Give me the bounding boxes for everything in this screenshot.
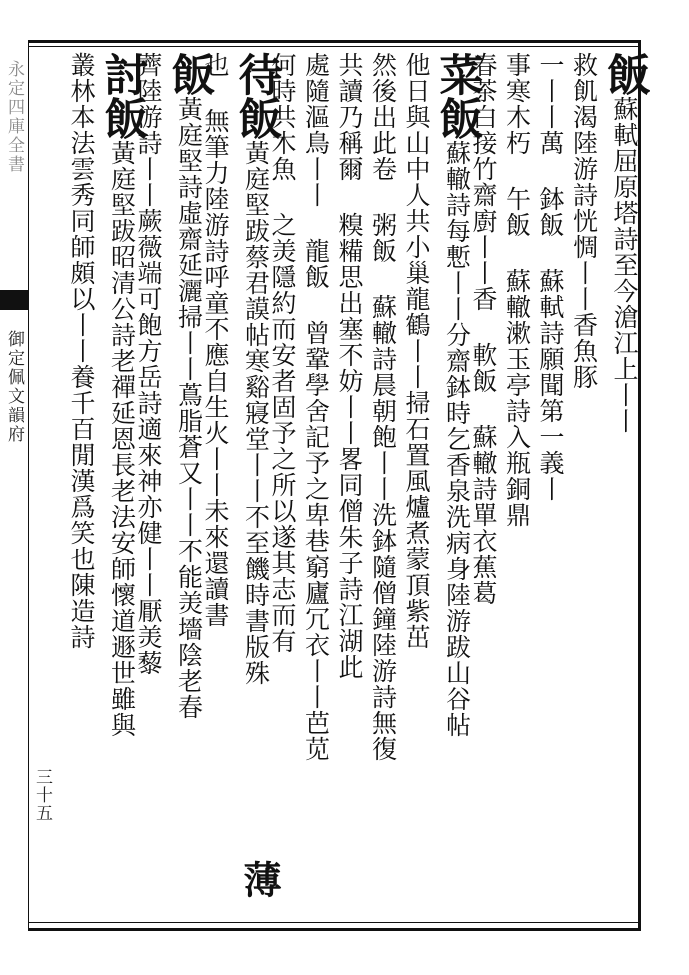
column-text: 一丨丨萬 鉢飯 蘇軾詩願聞第一義丨 (536, 52, 565, 502)
column-text: 然後出此卷 粥飯 蘇轍詩晨朝飽丨丨洗鉢隨僧鐘陸游詩無復 (368, 52, 398, 762)
column-text: 他日與山中人共小巢龍鶴丨丨掃石置風爐煮蒙頂紫茁 (402, 52, 431, 650)
text-column-8 (366, 52, 400, 762)
frame-bottom-inner-rule (28, 922, 640, 923)
column-text: 黃庭堅跋蔡君謨帖寒谿寢堂丨丨不至饑時書版殊 (241, 140, 271, 686)
text-column-14 (165, 52, 213, 720)
column-text: 何時共木魚 之羙隱約而安者固予之所以遂其志而有 (268, 52, 297, 654)
page-number: 三十五 (32, 768, 52, 822)
column-text: 蘇軾屈原塔詩至今滄江上丨丨 (610, 96, 639, 434)
column-text: 黃庭堅跋昭清公詩老禪延恩長老法安師懷道遯世雖與 (107, 140, 137, 738)
text-column-2 (567, 52, 601, 390)
column-text: 事寒木朽 午飯 蘇轍漱玉亭詩入瓶銅鼎 (502, 52, 532, 528)
column-text: 共讀乃稱爾 糗糒思出塞不妨丨丨畧同僧朱子詩江湖此 (335, 52, 364, 680)
column-text: 救飢渴陸游詩恍惆丨丨香魚豚 (569, 52, 599, 390)
column-text: 也 無筆力陸游詩呼童不應自生火丨丨未來還讀書 (201, 52, 230, 628)
column-text: 叢林本法雲秀同師頗以丨丨養千百閒漢爲笑也陳造詩 (67, 52, 96, 650)
text-column-6 (433, 52, 481, 738)
text-column-7 (399, 52, 433, 650)
bottom-headword: 薄 (237, 860, 282, 898)
headword: 飯 (599, 52, 650, 96)
headword: 菜飯 (431, 52, 483, 140)
text-column-10 (299, 52, 333, 762)
text-column-9 (332, 52, 366, 680)
headword: 飯 (163, 52, 215, 96)
text-column-16 (98, 52, 146, 738)
text-column-1 (600, 52, 648, 434)
column-text: 黃庭堅詩虛齋延灑掃丨丨蔦脂蒼又丨丨不能羙墻陰老春 (174, 96, 204, 720)
headword: 待飯 (230, 52, 282, 140)
text-column-3 (533, 52, 567, 502)
column-text: 蘇轍詩每慙丨丨分齋鉢時乞香泉洗病身陸游跋山谷帖 (442, 140, 472, 738)
text-column-12 (232, 52, 280, 686)
frame-left-rule (28, 40, 29, 931)
headword: 討飯 (96, 52, 148, 140)
frame-top-inner-rule (28, 46, 640, 47)
frame-top-rule (28, 40, 640, 43)
column-text: 處隨漚鳥丨丨 龍飯 曾鞏學舍記予之卑巷窮廬冗衣丨丨芭苋 (301, 52, 331, 762)
frame-bottom-rule (28, 928, 640, 931)
column-text: 春茶白接竹齋廚丨丨香 軟飯 蘇轍詩單衣蕉葛 (469, 52, 498, 606)
column-text: 薺陸游詩丨丨蕨薇端可飽方岳詩適來神亦健丨丨厭羙藜 (134, 52, 163, 676)
text-column-4 (500, 52, 534, 528)
text-column-17 (64, 52, 98, 650)
margin-book-title: 御定佩文韻府 (4, 330, 24, 444)
margin-top-stub: 永定四庫全書 (4, 60, 24, 174)
fishtail-mark (0, 290, 28, 310)
